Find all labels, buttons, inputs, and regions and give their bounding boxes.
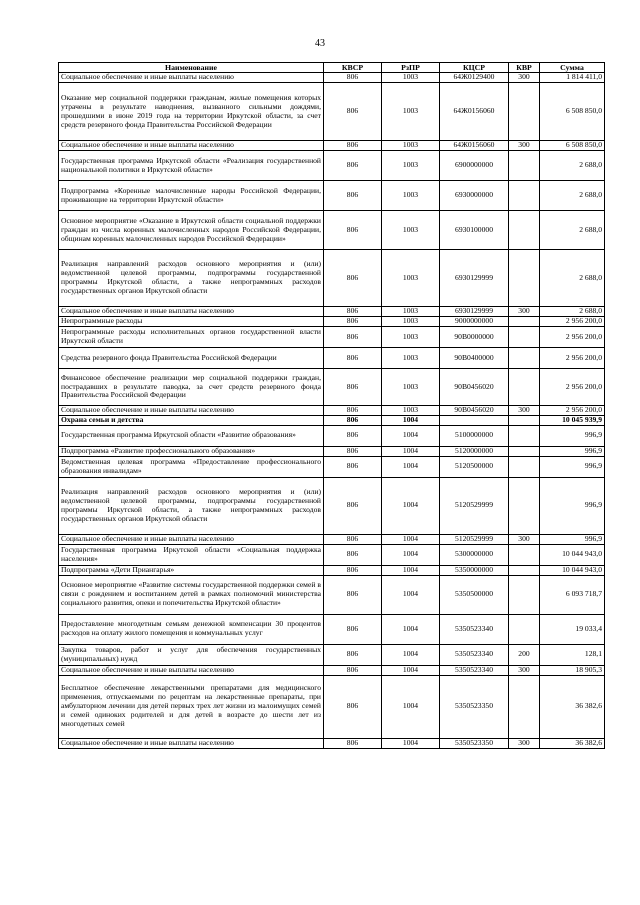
cell-sum: 2 688,0 <box>540 181 605 211</box>
cell-kcsr: 9000000000 <box>440 317 509 327</box>
table-row <box>59 327 605 348</box>
cell-kcsr: 6930129999 <box>440 250 509 307</box>
cell-name: Закупка товаров, работ и услуг для обеспечения государственных (муниципальных) нужд <box>59 644 324 665</box>
cell-kcsr: 6930000000 <box>440 181 509 211</box>
cell-kvsr: 806 <box>324 544 382 565</box>
header-kcsr: КЦСР <box>440 63 509 73</box>
cell-kvr <box>509 614 540 644</box>
cell-kvr <box>509 83 540 141</box>
cell-sum: 2 688,0 <box>540 211 605 250</box>
cell-rzpr: 1003 <box>382 181 440 211</box>
cell-kvsr: 806 <box>324 477 382 534</box>
cell-name: Основное мероприятие «Развитие системы государственной поддержки семей в связи с рождением и воспитанием детей в рамках полномочий министерства социального развития, опеки и попечительства Иркутской области» <box>59 575 324 614</box>
cell-rzpr: 1004 <box>382 675 440 738</box>
cell-rzpr: 1003 <box>382 141 440 151</box>
cell-name: Реализация направлений расходов основного мероприятия и (или) ведомственной целевой программы, подпрограммы государственной программы Иркутской области, а также непрограммных расходов государственных органов Иркутской области <box>59 250 324 307</box>
cell-rzpr: 1003 <box>382 250 440 307</box>
cell-kvr <box>509 477 540 534</box>
cell-name: Социальное обеспечение и иные выплаты населению <box>59 73 324 83</box>
cell-rzpr: 1004 <box>382 665 440 675</box>
cell-rzpr: 1004 <box>382 614 440 644</box>
cell-kvsr: 806 <box>324 575 382 614</box>
cell-kvsr: 806 <box>324 446 382 456</box>
cell-kvsr: 806 <box>324 425 382 446</box>
cell-name: Бесплатное обеспечение лекарственными препаратами для медицинского применения, отпускаемыми по рецептам на лекарственные препараты, при амбулаторном лечении для детей первых трех лет жизни из малоимущих семей и семей одиноких родителей и для детей в возрасте до шести лет из многодетных семей <box>59 675 324 738</box>
cell-kvsr: 806 <box>324 348 382 369</box>
cell-kcsr: 6930100000 <box>440 211 509 250</box>
cell-kvsr: 806 <box>324 534 382 544</box>
cell-rzpr: 1004 <box>382 565 440 575</box>
table-row <box>59 446 605 456</box>
cell-sum: 10 045 939,9 <box>540 415 605 425</box>
cell-name: Непрограммные расходы исполнительных органов государственной власти Иркутской области <box>59 327 324 348</box>
cell-name: Подпрограмма «Дети Приангарья» <box>59 565 324 575</box>
cell-name: Средства резервного фонда Правительства Российской Федерации <box>59 348 324 369</box>
cell-kvr <box>509 369 540 406</box>
cell-rzpr: 1003 <box>382 83 440 141</box>
page-number: 43 <box>315 38 325 49</box>
cell-rzpr: 1003 <box>382 211 440 250</box>
cell-kvsr: 806 <box>324 565 382 575</box>
cell-rzpr: 1003 <box>382 317 440 327</box>
table-body <box>59 73 605 748</box>
cell-kcsr: 90В0400000 <box>440 348 509 369</box>
cell-kvr <box>509 446 540 456</box>
cell-kcsr: 90В0000000 <box>440 327 509 348</box>
cell-kvsr: 806 <box>324 675 382 738</box>
cell-kvsr: 806 <box>324 181 382 211</box>
cell-name: Социальное обеспечение и иные выплаты населению <box>59 406 324 416</box>
table-row <box>59 575 605 614</box>
cell-kcsr: 64Ж0129400 <box>440 73 509 83</box>
table-row <box>59 307 605 317</box>
cell-kvsr: 806 <box>324 644 382 665</box>
cell-kvsr: 806 <box>324 415 382 425</box>
cell-name: Реализация направлений расходов основного мероприятия и (или) ведомственной целевой программы, подпрограммы государственной программы Иркутской области, а также непрограммных расходов государственных органов Иркутской области <box>59 477 324 534</box>
cell-kvr <box>509 575 540 614</box>
cell-sum: 10 044 943,0 <box>540 565 605 575</box>
table-row <box>59 369 605 406</box>
header-rzpr: РзПР <box>382 63 440 73</box>
cell-kvr <box>509 327 540 348</box>
cell-sum: 2 956 200,0 <box>540 348 605 369</box>
cell-kvsr: 806 <box>324 151 382 181</box>
cell-kvr: 300 <box>509 665 540 675</box>
cell-kvr: 300 <box>509 73 540 83</box>
cell-rzpr: 1004 <box>382 534 440 544</box>
cell-kvr: 300 <box>509 141 540 151</box>
cell-sum: 996,9 <box>540 456 605 477</box>
header-kvsr: КВСР <box>324 63 382 73</box>
table-row <box>59 665 605 675</box>
cell-sum: 996,9 <box>540 477 605 534</box>
cell-kvsr: 806 <box>324 738 382 748</box>
cell-sum: 2 956 200,0 <box>540 317 605 327</box>
cell-kvsr: 806 <box>324 614 382 644</box>
table-header-row <box>59 63 605 73</box>
cell-kcsr: 6900000000 <box>440 151 509 181</box>
cell-sum: 2 688,0 <box>540 250 605 307</box>
cell-kvr <box>509 544 540 565</box>
cell-sum: 996,9 <box>540 425 605 446</box>
cell-sum: 996,9 <box>540 534 605 544</box>
cell-name: Социальное обеспечение и иные выплаты населению <box>59 141 324 151</box>
cell-rzpr: 1004 <box>382 456 440 477</box>
cell-rzpr: 1003 <box>382 406 440 416</box>
cell-kcsr: 90В0456020 <box>440 406 509 416</box>
cell-kcsr: 64Ж0156060 <box>440 83 509 141</box>
cell-kcsr: 5120529999 <box>440 477 509 534</box>
cell-kvsr: 806 <box>324 406 382 416</box>
cell-kvsr: 806 <box>324 83 382 141</box>
cell-sum: 6 093 718,7 <box>540 575 605 614</box>
cell-kvsr: 806 <box>324 307 382 317</box>
table-row <box>59 73 605 83</box>
cell-kvr <box>509 250 540 307</box>
cell-kcsr: 5350523350 <box>440 738 509 748</box>
cell-sum: 6 508 850,0 <box>540 83 605 141</box>
cell-kvsr: 806 <box>324 456 382 477</box>
cell-kvsr: 806 <box>324 250 382 307</box>
cell-kvr: 300 <box>509 534 540 544</box>
cell-kcsr: 5350523350 <box>440 675 509 738</box>
cell-kvr <box>509 425 540 446</box>
cell-name: Социальное обеспечение и иные выплаты населению <box>59 307 324 317</box>
cell-name: Финансовое обеспечение реализации мер социальной поддержки граждан, пострадавших в результате паводка, за счет средств резервного фонда Правительства Российской Федерации <box>59 369 324 406</box>
cell-rzpr: 1004 <box>382 738 440 748</box>
cell-kvr: 300 <box>509 738 540 748</box>
header-sum: Сумма <box>540 63 605 73</box>
table-row <box>59 181 605 211</box>
cell-rzpr: 1003 <box>382 151 440 181</box>
cell-sum: 2 956 200,0 <box>540 369 605 406</box>
table-row <box>59 456 605 477</box>
cell-sum: 996,9 <box>540 446 605 456</box>
cell-sum: 2 688,0 <box>540 307 605 317</box>
cell-kcsr: 5350523340 <box>440 614 509 644</box>
cell-sum: 2 956 200,0 <box>540 406 605 416</box>
cell-name: Подпрограмма «Коренные малочисленные народы Российской Федерации, проживающие на территории Иркутской области» <box>59 181 324 211</box>
cell-sum: 36 382,6 <box>540 675 605 738</box>
cell-name: Социальное обеспечение и иные выплаты населению <box>59 534 324 544</box>
cell-name: Подпрограмма «Развитие профессионального образования» <box>59 446 324 456</box>
cell-name: Государственная программа Иркутской области «Реализация государственной национальной политики в Иркутской области» <box>59 151 324 181</box>
cell-kcsr: 6930129999 <box>440 307 509 317</box>
cell-sum: 19 033,4 <box>540 614 605 644</box>
cell-kcsr: 5350500000 <box>440 575 509 614</box>
table-row <box>59 348 605 369</box>
budget-table <box>58 62 605 749</box>
cell-kcsr: 64Ж0156060 <box>440 141 509 151</box>
cell-kvsr: 806 <box>324 665 382 675</box>
cell-name: Непрограммные расходы <box>59 317 324 327</box>
table-row <box>59 151 605 181</box>
cell-kcsr: 5350523340 <box>440 665 509 675</box>
cell-rzpr: 1003 <box>382 73 440 83</box>
cell-name: Ведомственная целевая программа «Предоставление профессионального образования инвалидам» <box>59 456 324 477</box>
cell-kvr: 300 <box>509 406 540 416</box>
cell-kvr <box>509 675 540 738</box>
table-row <box>59 415 605 425</box>
cell-kcsr: 5350523340 <box>440 644 509 665</box>
cell-kvsr: 806 <box>324 211 382 250</box>
cell-kcsr: 5120500000 <box>440 456 509 477</box>
cell-rzpr: 1003 <box>382 348 440 369</box>
cell-name: Основное мероприятие «Оказание в Иркутской области социальной поддержки граждан из числа коренных малочисленных народов Российской Федерации, общинам коренных малочисленных народов Российской Федерации» <box>59 211 324 250</box>
cell-sum: 2 956 200,0 <box>540 327 605 348</box>
table-row <box>59 644 605 665</box>
cell-kvsr: 806 <box>324 317 382 327</box>
table-row <box>59 317 605 327</box>
cell-kvr <box>509 181 540 211</box>
cell-sum: 6 508 850,0 <box>540 141 605 151</box>
cell-rzpr: 1004 <box>382 544 440 565</box>
cell-name: Государственная программа Иркутской области «Развитие образования» <box>59 425 324 446</box>
cell-sum: 18 905,3 <box>540 665 605 675</box>
cell-rzpr: 1003 <box>382 307 440 317</box>
table-row <box>59 250 605 307</box>
table-row <box>59 738 605 748</box>
cell-sum: 128,1 <box>540 644 605 665</box>
cell-kvr: 200 <box>509 644 540 665</box>
cell-kvr <box>509 211 540 250</box>
cell-kvr <box>509 565 540 575</box>
table-row <box>59 141 605 151</box>
cell-kcsr: 5120000000 <box>440 446 509 456</box>
cell-name: Охрана семьи и детства <box>59 415 324 425</box>
cell-name: Государственная программа Иркутской области «Социальная поддержка населения» <box>59 544 324 565</box>
cell-kcsr: 90В0456020 <box>440 369 509 406</box>
cell-kvsr: 806 <box>324 73 382 83</box>
cell-rzpr: 1004 <box>382 446 440 456</box>
cell-kvr <box>509 348 540 369</box>
table-row <box>59 614 605 644</box>
cell-kvr <box>509 415 540 425</box>
cell-name: Социальное обеспечение и иные выплаты населению <box>59 665 324 675</box>
cell-kvr <box>509 456 540 477</box>
cell-sum: 36 382,6 <box>540 738 605 748</box>
table-row <box>59 565 605 575</box>
table-row <box>59 675 605 738</box>
table-row <box>59 425 605 446</box>
cell-rzpr: 1004 <box>382 644 440 665</box>
cell-kcsr: 5100000000 <box>440 425 509 446</box>
cell-rzpr: 1003 <box>382 369 440 406</box>
cell-kcsr: 5350000000 <box>440 565 509 575</box>
cell-rzpr: 1004 <box>382 575 440 614</box>
cell-name: Оказание мер социальной поддержки гражданам, жилые помещения которых утрачены в результате наводнения, вызванного сильными дождями, прошедшими в июне 2019 года на территории Иркутской области, за счет средств резервного фонда Правительства Российской Федерации <box>59 83 324 141</box>
cell-kvr <box>509 317 540 327</box>
cell-name: Социальное обеспечение и иные выплаты населению <box>59 738 324 748</box>
table-row <box>59 406 605 416</box>
table-row <box>59 534 605 544</box>
table-row <box>59 544 605 565</box>
cell-rzpr: 1004 <box>382 477 440 534</box>
cell-sum: 1 814 411,0 <box>540 73 605 83</box>
cell-kvr <box>509 151 540 181</box>
cell-rzpr: 1003 <box>382 327 440 348</box>
cell-kvsr: 806 <box>324 141 382 151</box>
cell-sum: 2 688,0 <box>540 151 605 181</box>
cell-rzpr: 1004 <box>382 415 440 425</box>
cell-kcsr: 5120529999 <box>440 534 509 544</box>
header-name: Наименование <box>59 63 324 73</box>
cell-kcsr <box>440 415 509 425</box>
cell-sum: 10 044 943,0 <box>540 544 605 565</box>
table-row <box>59 211 605 250</box>
header-kvr: КВР <box>509 63 540 73</box>
cell-kvr: 300 <box>509 307 540 317</box>
table-row <box>59 83 605 141</box>
cell-name: Предоставление многодетным семьям денежной компенсации 30 процентов расходов на оплату жилого помещения и коммунальных услуг <box>59 614 324 644</box>
cell-kvsr: 806 <box>324 327 382 348</box>
cell-kcsr: 5300000000 <box>440 544 509 565</box>
table-row <box>59 477 605 534</box>
cell-kvsr: 806 <box>324 369 382 406</box>
cell-rzpr: 1004 <box>382 425 440 446</box>
